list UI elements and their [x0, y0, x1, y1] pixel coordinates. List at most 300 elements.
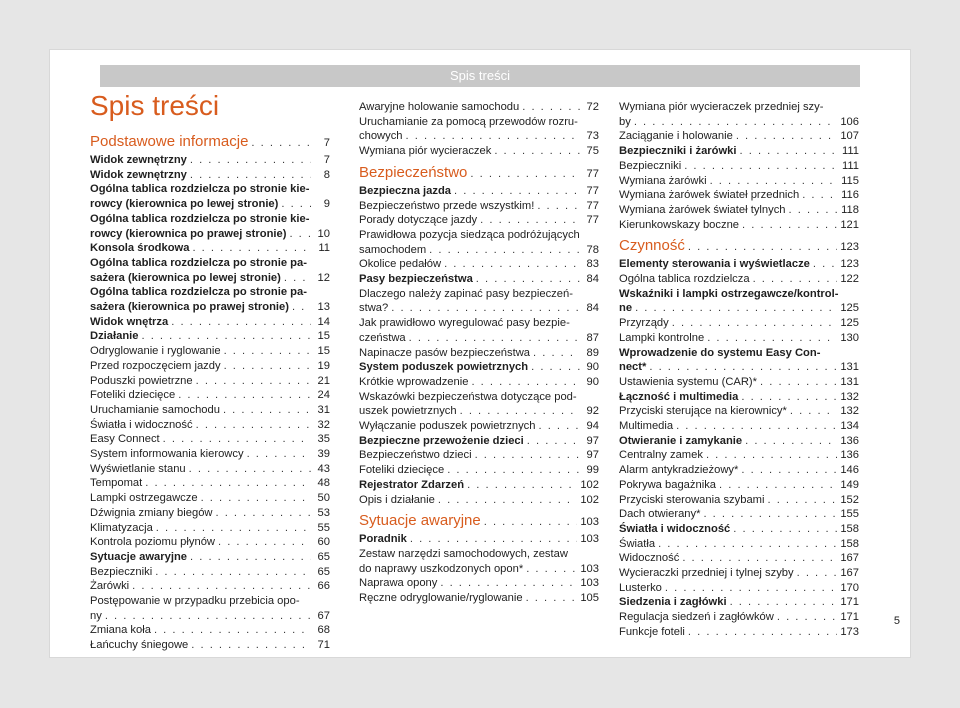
- toc-dot-leader: [676, 419, 837, 434]
- toc-entry: [90, 241, 330, 256]
- toc-entry: [90, 418, 330, 433]
- toc-entry-title: Czynność: [619, 237, 685, 255]
- toc-entry-title: Foteliki dziecięce: [359, 464, 445, 477]
- toc-dot-leader: [539, 419, 581, 434]
- toc-entry-title: Wymiana piór wycieraczek przedniej szy-: [619, 101, 824, 113]
- toc-entry: [90, 476, 330, 491]
- toc-entry-title: Funkcje foteli: [619, 625, 685, 638]
- toc-page-number: 132: [840, 405, 859, 418]
- toc-entry: [90, 550, 330, 565]
- toc-page-number: 77: [586, 167, 599, 180]
- toc-entry: [359, 213, 599, 228]
- toc-entry: [619, 346, 859, 375]
- toc-entry: [619, 174, 859, 189]
- toc-page-number: 65: [317, 565, 330, 578]
- toc-page-number: 11: [318, 242, 330, 255]
- toc-entry: [90, 403, 330, 418]
- toc-dot-leader: [537, 199, 580, 214]
- toc-page-number: 35: [317, 433, 330, 446]
- toc-entry: [359, 316, 599, 345]
- toc-page-number: 131: [840, 361, 859, 374]
- toc-entry: [359, 346, 599, 361]
- toc-page-number: 90: [586, 361, 599, 374]
- toc-dot-leader: [475, 448, 580, 463]
- toc-entry: [619, 478, 859, 493]
- toc-dot-leader: [142, 329, 312, 344]
- toc-page-number: 39: [317, 448, 330, 460]
- toc-entry-title: Naprawa opony: [359, 577, 438, 590]
- toc-entry-title: Porady dotyczące jazdy: [359, 214, 478, 227]
- toc-page-number: 83: [586, 258, 599, 271]
- toc-dot-leader: [447, 463, 580, 478]
- toc-entry: [90, 521, 330, 536]
- toc-entry: [90, 374, 330, 389]
- toc-dot-leader: [292, 300, 311, 315]
- toc-dot-leader: [145, 476, 311, 491]
- toc-entry-title: Bezpieczna jazda: [359, 184, 452, 197]
- toc-dot-leader: [216, 506, 312, 521]
- toc-entry: [619, 581, 859, 596]
- toc-page-number: 173: [840, 625, 859, 638]
- toc-dot-leader: [190, 153, 311, 168]
- toc-page-number: 24: [317, 389, 330, 402]
- toc-dot-leader: [247, 447, 311, 462]
- toc-page-number: 73: [586, 130, 599, 143]
- toc-entry-title: Odryglowanie i ryglowanie: [90, 345, 221, 358]
- toc-entry-title: Wymiana piór wycieraczek: [359, 145, 492, 158]
- toc-page-number: 55: [317, 521, 330, 534]
- toc-dot-leader: [409, 331, 580, 346]
- toc-entry: [619, 537, 859, 552]
- toc-entry: [619, 129, 859, 144]
- toc-entry-title: Działanie: [90, 330, 139, 343]
- toc-page-number: 136: [840, 449, 859, 462]
- toc-entry: [90, 182, 330, 211]
- toc-dot-leader: [410, 532, 577, 547]
- toc-entry: [359, 419, 599, 434]
- toc-entry: [619, 551, 859, 566]
- toc-dot-leader: [741, 463, 837, 478]
- toc-page-number: 32: [317, 418, 330, 431]
- toc-page-number: 134: [840, 420, 859, 432]
- toc-dot-leader: [635, 301, 837, 316]
- toc-entry: [359, 115, 599, 144]
- toc-dot-leader: [494, 144, 580, 159]
- toc-dot-leader: [154, 623, 311, 638]
- toc-dot-leader: [189, 462, 311, 477]
- toc-page-number: 121: [840, 218, 859, 231]
- toc-page-number: 90: [586, 375, 599, 388]
- toc-dot-leader: [218, 535, 311, 550]
- toc-entry-title: Przyciski sterujące na kierownicy*: [619, 405, 787, 418]
- toc-page-number: 103: [580, 562, 599, 575]
- toc-entry: [359, 375, 599, 390]
- toc-entry-title: sażera (kierownica po lewej stronie): [90, 271, 281, 284]
- toc-entry: [619, 375, 859, 390]
- toc-page-number: 65: [317, 550, 330, 563]
- toc-entry-title: Lusterko: [619, 581, 662, 594]
- toc-entry: [359, 144, 599, 159]
- toc-entry: [619, 100, 859, 129]
- toc-entry-title: Kierunkowskazy boczne: [619, 218, 740, 231]
- toc-page-number: 111: [841, 145, 859, 158]
- toc-entry: [359, 547, 599, 576]
- toc-entry: [619, 434, 859, 449]
- toc-dot-leader: [753, 272, 838, 287]
- toc-dot-leader: [178, 388, 311, 403]
- page-header-bar: Spis treści: [100, 65, 860, 87]
- toc-entry: [90, 447, 330, 462]
- toc-page-number: 111: [841, 159, 859, 172]
- toc-dot-leader: [223, 403, 311, 418]
- toc-page-number: 94: [586, 420, 599, 432]
- toc-entry-title: Siedzenia i zagłówki: [619, 596, 727, 609]
- toc-entry-title: Dźwignia zmiany biegów: [90, 506, 213, 519]
- toc-entry: [90, 623, 330, 638]
- toc-dot-leader: [682, 551, 837, 566]
- toc-entry: [619, 144, 859, 159]
- toc-entry: [90, 432, 330, 447]
- toc-dot-leader: [251, 134, 311, 152]
- page-number: 5: [893, 615, 900, 627]
- toc-entry-title: Zmiana koła: [90, 624, 151, 637]
- toc-page-number: 48: [317, 477, 330, 490]
- toc-entry-title: Światła i widoczność: [90, 418, 193, 431]
- toc-page-number: 102: [580, 493, 599, 506]
- toc-entry-title: Ogólna tablica rozdzielcza po stronie kie-: [90, 183, 310, 196]
- toc-page-number: 72: [586, 101, 599, 113]
- toc-dot-leader: [684, 159, 839, 174]
- toc-page-number: 158: [840, 522, 859, 535]
- toc-entry-title: Sytuacje awaryjne: [90, 550, 188, 563]
- toc-entry-title: czeństwa: [359, 331, 406, 344]
- toc-dot-leader: [649, 360, 837, 375]
- toc-entry-title: Foteliki dziecięce: [90, 389, 176, 402]
- toc-entry-title: Zestaw narzędzi samochodowych, zestaw: [359, 547, 568, 560]
- toc-entry-title: Konsola środkowa: [90, 242, 190, 255]
- toc-entry: [619, 159, 859, 174]
- toc-entry-title: Widok wnętrza: [90, 315, 169, 328]
- toc-entry-title: Lampki ostrzegawcze: [90, 492, 198, 505]
- toc-dot-leader: [281, 197, 311, 212]
- toc-entry-title: Widok zewnętrzny: [90, 168, 187, 181]
- toc-entry-title: Ogólna tablica rozdzielcza: [619, 273, 750, 285]
- toc-entry-title: Wyłączanie poduszek powietrznych: [359, 420, 536, 432]
- toc-entry-title: Wprowadzenie do systemu Easy Con-: [619, 346, 821, 359]
- toc-entry-title: Bezpieczniki: [619, 159, 682, 172]
- toc-entry: [90, 315, 330, 330]
- toc-entry: [359, 478, 599, 493]
- toc-page-number: 116: [841, 189, 859, 202]
- toc-page-number: 132: [840, 390, 859, 403]
- toc-entry-title: Prawidłowa pozycja siedząca podróżujących: [359, 228, 580, 241]
- toc-entry: [359, 184, 599, 199]
- toc-entry-title: Wymiana żarówek świateł przednich: [619, 189, 800, 202]
- toc-entry-title: Ogólna tablica rozdzielcza po stronie kie-: [90, 212, 310, 225]
- toc-entry: [90, 462, 330, 477]
- toc-entry: [619, 218, 859, 233]
- toc-page-number: 71: [317, 639, 330, 652]
- toc-page-number: 78: [586, 243, 599, 256]
- toc-entry: [359, 448, 599, 463]
- toc-dot-leader: [790, 404, 837, 419]
- toc-page-number: 8: [323, 168, 330, 181]
- toc-page-number: 146: [840, 464, 859, 477]
- toc-dot-leader: [741, 390, 837, 405]
- toc-dot-leader: [155, 565, 311, 580]
- toc-page-number: 53: [317, 506, 330, 519]
- toc-page-number: 77: [586, 184, 599, 197]
- toc-entry: [359, 576, 599, 591]
- toc-dot-leader: [196, 374, 311, 389]
- toc-entry-title: Ręczne odryglowanie/ryglowanie: [359, 592, 523, 604]
- toc-entry-title: Światła i widoczność: [619, 522, 731, 535]
- toc-page-number: 105: [580, 592, 599, 604]
- toc-entry: [90, 579, 330, 594]
- toc-entry: [619, 507, 859, 522]
- toc-entry: [359, 100, 599, 115]
- toc-dot-leader: [190, 550, 311, 565]
- toc-dot-leader: [471, 375, 580, 390]
- toc-dot-leader: [634, 115, 838, 130]
- toc-entry: [619, 257, 859, 272]
- toc-section-heading: [619, 237, 859, 256]
- toc-entry-title: Przyrządy: [619, 317, 669, 330]
- toc-entry-title: stwa?: [359, 302, 389, 315]
- toc-entry: [359, 463, 599, 478]
- toc-page-number: 155: [840, 508, 859, 521]
- toc-dot-leader: [454, 184, 580, 199]
- toc-entry: [619, 272, 859, 287]
- toc-dot-leader: [672, 316, 838, 331]
- toc-page-number: 103: [580, 516, 599, 529]
- toc-dot-leader: [163, 432, 311, 447]
- toc-page-number: 12: [317, 271, 330, 284]
- toc-page-number: 67: [317, 609, 330, 622]
- toc-entry: [90, 212, 330, 241]
- toc-dot-leader: [688, 238, 837, 256]
- toc-dot-leader: [444, 257, 580, 272]
- toc-dot-leader: [105, 609, 311, 624]
- toc-page-number: 77: [586, 214, 599, 227]
- toc-dot-leader: [526, 562, 577, 577]
- toc-entry: [619, 566, 859, 581]
- toc-dot-leader: [201, 491, 311, 506]
- toc-entry-title: Kontrola poziomu płynów: [90, 536, 215, 549]
- toc-entry: [619, 463, 859, 478]
- toc-entry: [90, 594, 330, 623]
- toc-entry: [90, 535, 330, 550]
- toc-entry-title: rowcy (kierownica po prawej stronie): [90, 227, 287, 240]
- toc-dot-leader: [733, 522, 837, 537]
- toc-entry-title: Bezpieczniki: [90, 565, 153, 578]
- toc-entry: [90, 359, 330, 374]
- toc-dot-leader: [527, 434, 580, 449]
- toc-dot-leader: [688, 625, 837, 640]
- toc-entry-title: rowcy (kierownica po lewej stronie): [90, 198, 279, 211]
- toc-entry-title: Klimatyzacja: [90, 521, 153, 534]
- toc-page-number: 31: [317, 403, 330, 416]
- toc-dot-leader: [760, 375, 837, 390]
- toc-entry: [359, 228, 599, 257]
- toc-entry: [619, 331, 859, 346]
- toc-page-number: 21: [317, 374, 330, 387]
- toc-entry-title: Bezpieczeństwo dzieci: [359, 449, 472, 462]
- toc-entry-title: Uruchamianie samochodu: [90, 403, 220, 416]
- toc-entry: [359, 390, 599, 419]
- toc-dot-leader: [484, 513, 578, 531]
- toc-page-number: 15: [317, 330, 330, 343]
- toc-entry-title: Elementy sterowania i wyświetlacze: [619, 258, 810, 271]
- toc-entry-title: Widoczność: [619, 552, 680, 565]
- toc-dot-leader: [467, 478, 577, 493]
- toc-entry-title: Krótkie wprowadzenie: [359, 375, 469, 388]
- toc-page-number: 123: [840, 241, 859, 254]
- toc-entry-title: Wycieraczki przedniej i tylnej szyby: [619, 567, 794, 579]
- toc-entry: [619, 287, 859, 316]
- toc-entry-title: System informowania kierowcy: [90, 448, 244, 460]
- toc-dot-leader: [406, 129, 580, 144]
- toc-entry: [90, 168, 330, 183]
- toc-entry-title: Łączność i multimedia: [619, 390, 739, 403]
- toc-entry-title: Ogólna tablica rozdzielcza po stronie pa-: [90, 286, 307, 299]
- toc-page-number: 125: [840, 302, 859, 315]
- toc-entry-title: Wskazówki bezpieczeństwa dotyczące pod-: [359, 390, 577, 403]
- toc-entry: [359, 287, 599, 316]
- toc-entry-title: Łańcuchy śniegowe: [90, 639, 189, 652]
- toc-dot-leader: [192, 241, 311, 256]
- toc-page-number: 50: [317, 492, 330, 505]
- toc-page-number: 167: [840, 567, 859, 579]
- toc-dot-leader: [190, 168, 311, 183]
- toc-dot-leader: [767, 493, 837, 508]
- toc-page-number: 7: [323, 154, 330, 166]
- document-page: [50, 50, 910, 657]
- toc-page-number: 123: [840, 258, 859, 271]
- toc-entry-title: Ustawienia systemu (CAR)*: [619, 375, 758, 388]
- toc-entry-title: Poduszki powietrzne: [90, 374, 193, 387]
- toc-page-number: 107: [840, 130, 859, 143]
- toc-page-number: 77: [586, 199, 599, 212]
- toc-entry-title: Alarm antykradzieżowy*: [619, 464, 739, 477]
- toc-page-number: 97: [586, 449, 599, 462]
- toc-entry: [90, 344, 330, 359]
- toc-dot-leader: [156, 521, 311, 536]
- toc-entry: [619, 316, 859, 331]
- toc-page-number: 9: [323, 198, 330, 211]
- toc-entry: [619, 448, 859, 463]
- toc-entry: [90, 506, 330, 521]
- toc-entry-title: Uruchamianie za pomocą przewodów rozru-: [359, 115, 578, 128]
- toc-dot-leader: [470, 165, 580, 183]
- toc-page-number: 68: [317, 624, 330, 637]
- toc-dot-leader: [533, 346, 580, 361]
- toc-page-number: 125: [840, 317, 859, 330]
- toc-entry-title: Regulacja siedzeń i zagłówków: [619, 611, 774, 624]
- toc-page-number: 103: [580, 577, 599, 590]
- toc-dot-leader: [707, 331, 837, 346]
- toc-page-number: 152: [840, 493, 859, 506]
- toc-dot-leader: [284, 271, 311, 286]
- toc-page-number: 89: [586, 346, 599, 359]
- toc-page-number: 149: [840, 478, 859, 491]
- toc-entry-title: samochodem: [359, 243, 427, 256]
- toc-section-heading: [359, 164, 599, 183]
- toc-page-number: 97: [586, 434, 599, 447]
- toc-dot-leader: [132, 579, 311, 594]
- toc-entry-title: Opis i działanie: [359, 493, 435, 506]
- toc-entry: [359, 257, 599, 272]
- toc-entry-title: Rejestrator Zdarzeń: [359, 478, 465, 491]
- toc-entry-title: Bezpieczne przewożenie dzieci: [359, 434, 524, 447]
- toc-entry-title: Pokrywa bagażnika: [619, 478, 717, 491]
- toc-entry-title: Ogólna tablica rozdzielcza po stronie pa-: [90, 256, 307, 269]
- toc-dot-leader: [742, 218, 837, 233]
- toc-dot-leader: [522, 100, 580, 115]
- toc-entry-title: Światła: [619, 537, 656, 550]
- toc-entry: [359, 360, 599, 375]
- toc-page-number: 7: [323, 137, 330, 149]
- toc-entry: [619, 625, 859, 640]
- toc-entry-title: chowych: [359, 130, 403, 143]
- toc-entry: [90, 329, 330, 344]
- toc-dot-leader: [665, 581, 837, 596]
- toc-page-number: 92: [586, 405, 599, 418]
- toc-dot-leader: [476, 272, 580, 287]
- toc-dot-leader: [224, 359, 311, 374]
- page-title: Spis treści: [90, 90, 220, 121]
- toc-entry: [619, 390, 859, 405]
- toc-entry: [90, 638, 330, 653]
- toc-page-number: 84: [586, 273, 599, 285]
- toc-section-heading: [359, 512, 599, 531]
- toc-entry-title: Bezpieczeństwo: [359, 163, 468, 181]
- toc-entry-title: nect*: [619, 361, 647, 374]
- toc-page-number: 66: [317, 580, 330, 593]
- toc-entry: [359, 591, 599, 606]
- toc-dot-leader: [191, 638, 311, 653]
- toc-page-number: 171: [840, 611, 859, 624]
- toc-entry-title: System poduszek powietrznych: [359, 361, 529, 374]
- toc-entry: [619, 404, 859, 419]
- toc-entry-title: Pasy bezpieczeństwa: [359, 273, 473, 285]
- toc-dot-leader: [531, 360, 580, 375]
- toc-dot-leader: [526, 591, 578, 606]
- toc-entry-title: Centralny zamek: [619, 449, 703, 462]
- toc-section-heading: [90, 133, 330, 152]
- toc-dot-leader: [224, 344, 311, 359]
- toc-entry-title: Wymiana żarówek świateł tylnych: [619, 203, 786, 216]
- toc-entry-title: Zaciąganie i holowanie: [619, 130, 733, 143]
- toc-entry-title: Otwieranie i zamykanie: [619, 434, 743, 447]
- toc-page-number: 43: [317, 462, 330, 475]
- toc-page-number: 158: [840, 537, 859, 550]
- toc-dot-leader: [658, 537, 837, 552]
- toc-page-number: 13: [317, 301, 330, 313]
- toc-entry: [359, 199, 599, 214]
- toc-entry-title: Widok zewnętrzny: [90, 154, 187, 166]
- toc-entry: [359, 532, 599, 547]
- toc-dot-leader: [730, 595, 838, 610]
- toc-entry-title: Awaryjne holowanie samochodu: [359, 101, 520, 113]
- toc-dot-leader: [480, 213, 580, 228]
- toc-entry-title: Bezpieczeństwo przede wszystkim!: [359, 199, 535, 212]
- toc-dot-leader: [706, 448, 837, 463]
- toc-dot-leader: [777, 610, 837, 625]
- toc-entry-title: do naprawy uszkodzonych opon*: [359, 562, 524, 575]
- toc-page-number: 171: [840, 596, 859, 609]
- toc-dot-leader: [710, 174, 839, 189]
